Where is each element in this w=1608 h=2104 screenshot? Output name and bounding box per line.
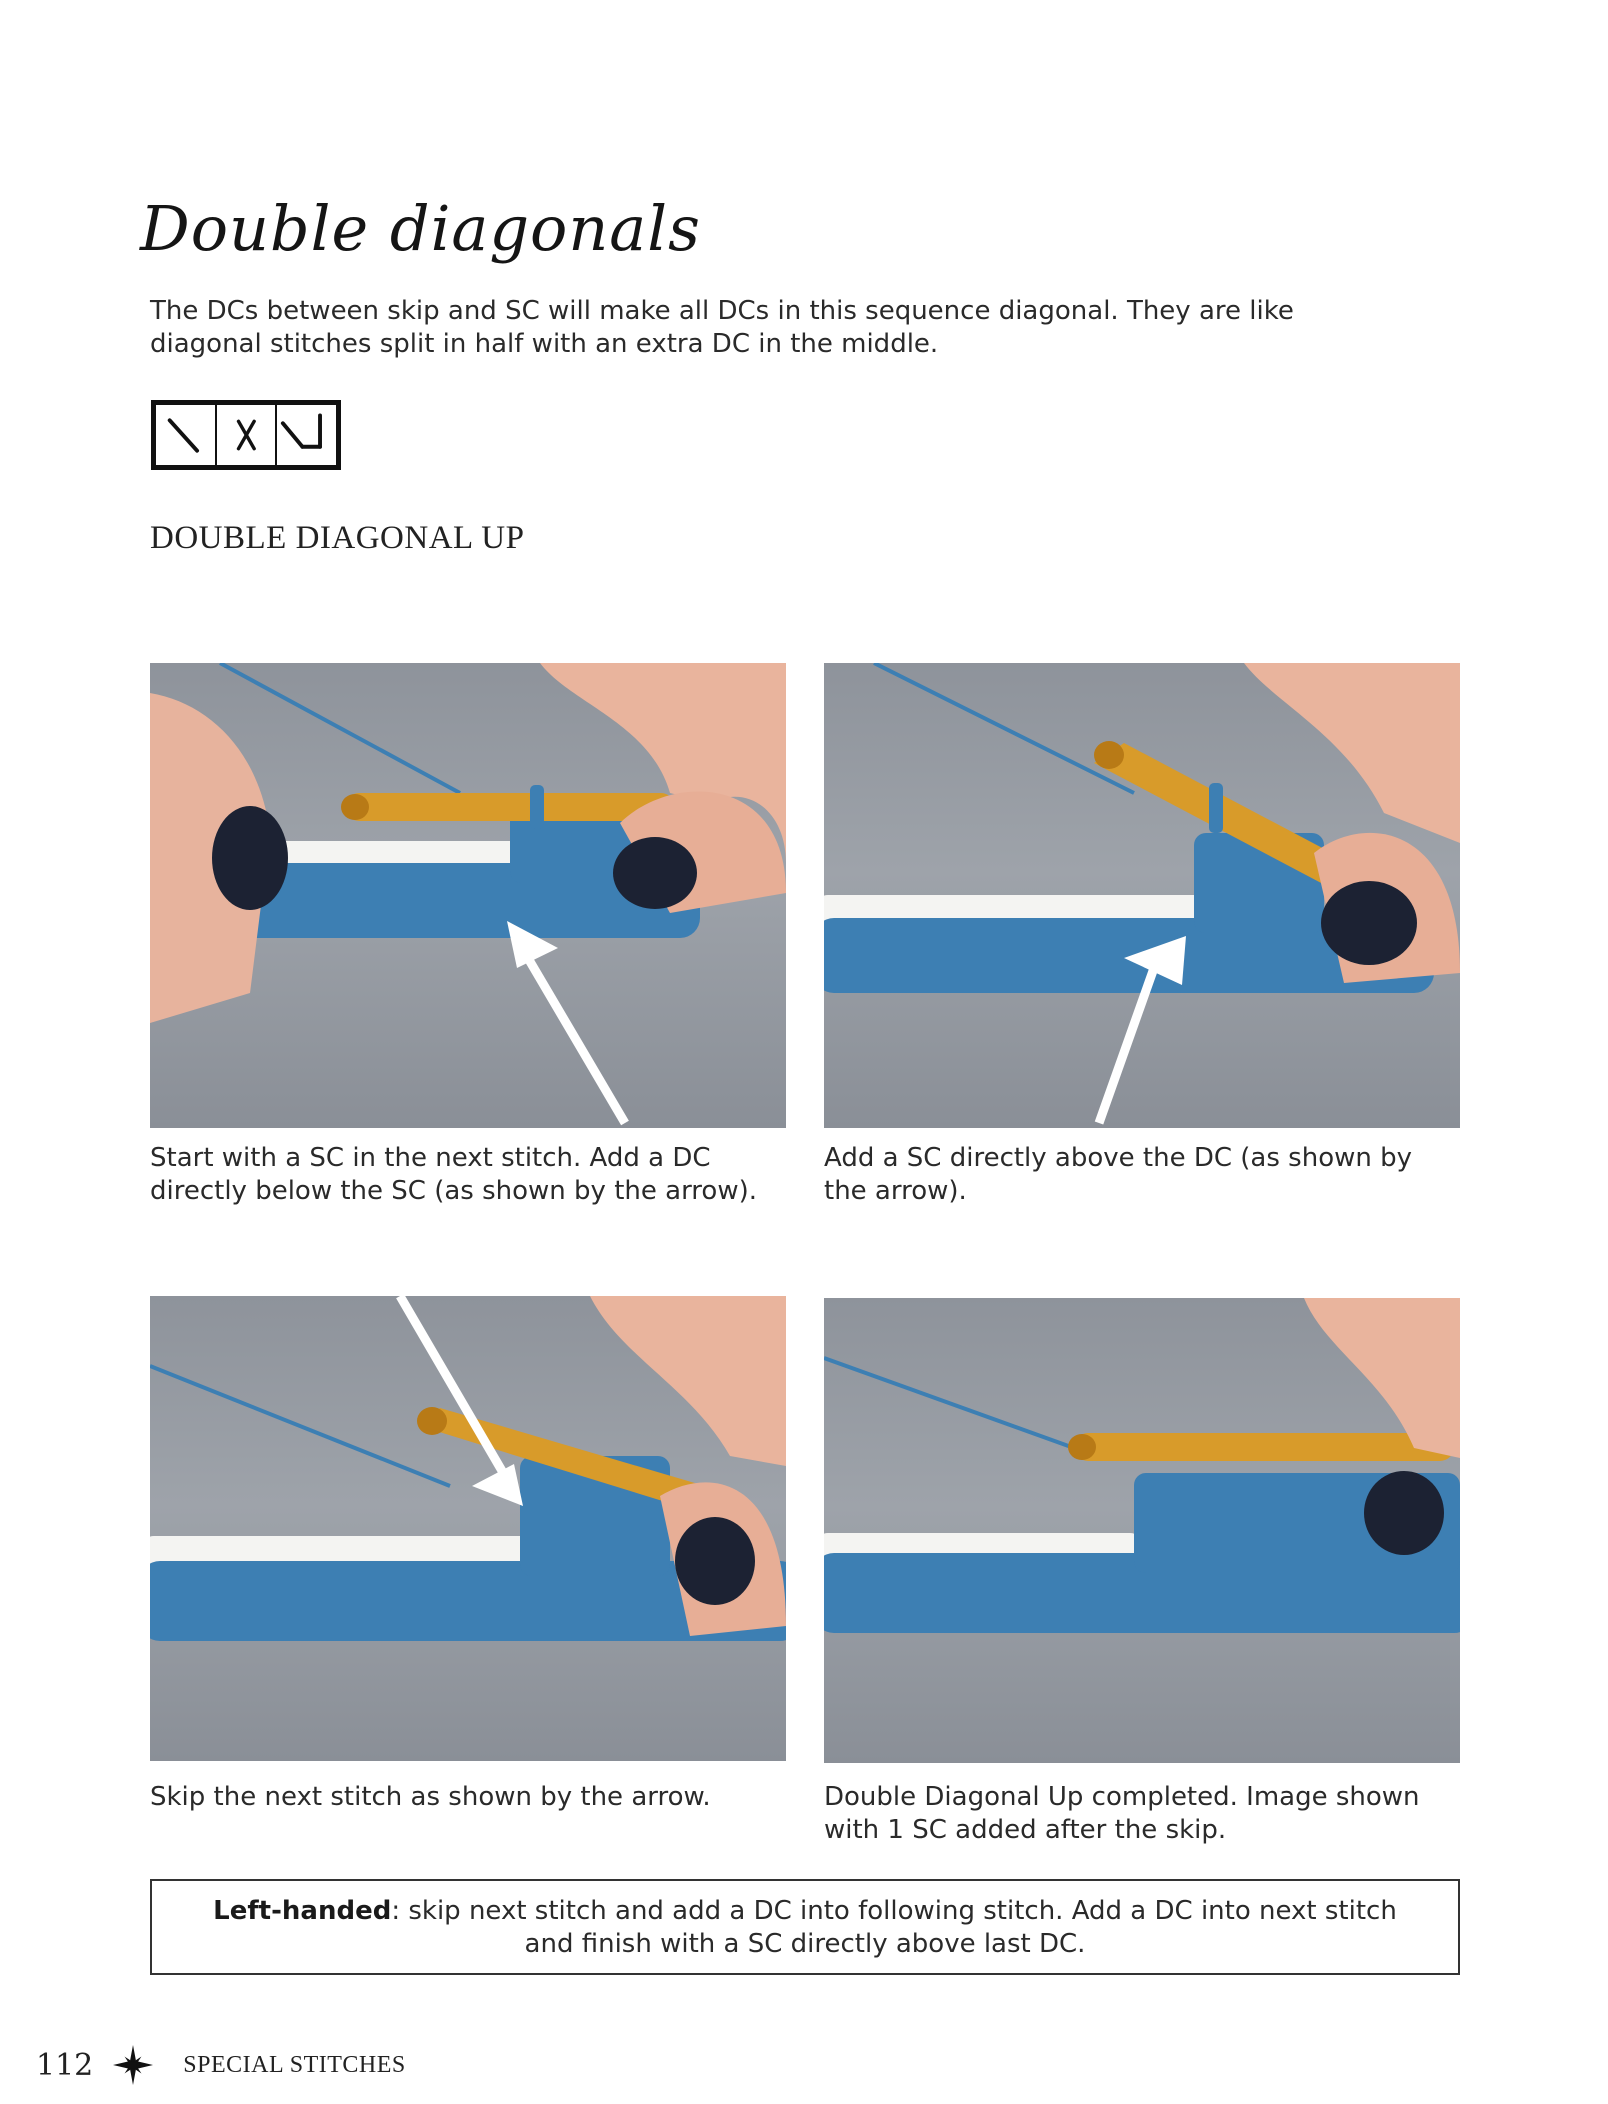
step-2-photo — [824, 663, 1460, 1128]
hook-symbol-icon — [277, 405, 336, 465]
section-heading: DOUBLE DIAGONAL UP — [150, 520, 525, 556]
stitch-chart-key — [151, 400, 341, 470]
chart-cell-hook — [277, 405, 336, 465]
step-4-caption: Double Diagonal Up completed. Image shown with 1 SC added after the skip. — [824, 1782, 1420, 1845]
chart-cell-backslash — [156, 405, 217, 465]
x-symbol-icon — [217, 405, 276, 465]
page-number: 112 — [36, 2047, 94, 2083]
star-icon — [113, 2045, 153, 2085]
note-text: : skip next stitch and add a DC into following stitch. Add a DC into next stitch and finish with a SC directly above last DC. — [391, 1896, 1397, 1959]
step-4-photo — [824, 1298, 1460, 1763]
page-footer — [36, 2040, 406, 2090]
backslash-symbol-icon — [156, 405, 215, 465]
step-2-caption: Add a SC directly above the DC (as shown by the arrow). — [824, 1143, 1413, 1206]
chart-cell-x — [217, 405, 278, 465]
left-handed-note — [150, 1879, 1460, 1975]
footer-section-title: SPECIAL STITCHES — [183, 2051, 406, 2078]
page-title: Double diagonals — [140, 192, 701, 265]
step-3-caption: Skip the next stitch as shown by the arrow. — [150, 1782, 711, 1812]
note-label: Left-handed — [213, 1896, 392, 1926]
step-3-photo — [150, 1296, 786, 1761]
intro-text: The DCs between skip and SC will make all DCs in this sequence diagonal. They are like diagonal stitches split in half with an extra DC in the middle. — [150, 296, 1294, 359]
step-1-caption: Start with a SC in the next stitch. Add a DC directly below the SC (as shown by the arrow). — [150, 1143, 758, 1206]
step-1-photo — [150, 663, 786, 1128]
